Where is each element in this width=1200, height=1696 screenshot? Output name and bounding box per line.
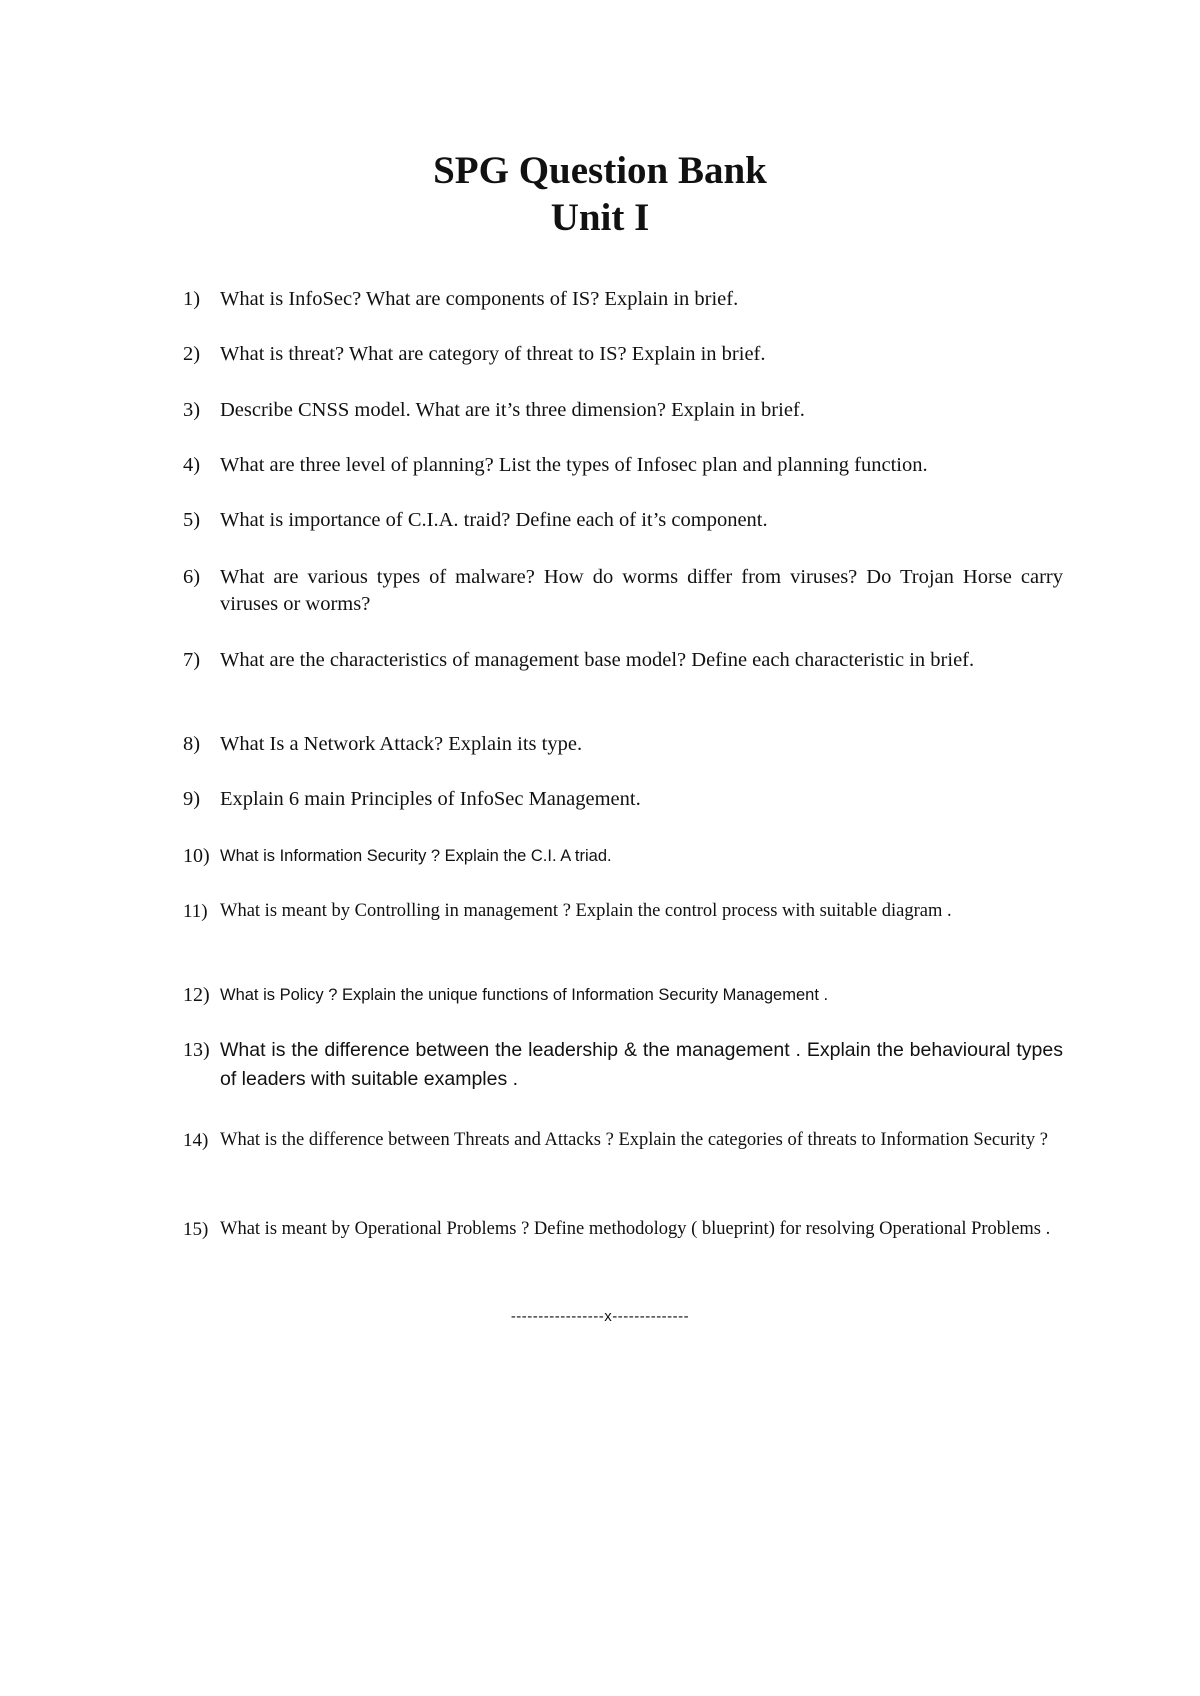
question-number: 13) (183, 1039, 210, 1061)
question-number: 4) (183, 454, 201, 476)
question-item (183, 397, 1063, 424)
question-item (183, 843, 1063, 870)
question-text: What is the difference between the leadership & the management . Explain the behavioural types of leaders with suitable examples . (220, 1039, 1063, 1090)
question-number: 9) (183, 788, 201, 810)
question-text: What Is a Network Attack? Explain its type. (220, 733, 583, 755)
question-text: What is meant by Operational Problems ? Define methodology ( blueprint) for resolving Operational Problems . (220, 1219, 1051, 1239)
question-text: What is threat? What are category of threat to IS? Explain in brief. (220, 343, 766, 365)
question-item (183, 731, 1063, 758)
question-number: 7) (183, 649, 201, 671)
question-text: Describe CNSS model. What are it’s three dimension? Explain in brief. (220, 399, 805, 421)
question-text: What are the characteristics of management base model? Define each characteristic in brief. (220, 649, 975, 671)
question-item (183, 564, 1063, 618)
question-text: What is importance of C.I.A. traid? Define each of it’s component. (220, 509, 768, 531)
question-number: 3) (183, 399, 201, 421)
question-text: Explain 6 main Principles of InfoSec Management. (220, 788, 641, 810)
question-number: 1) (183, 288, 201, 310)
question-item (183, 1127, 1063, 1154)
question-item (183, 1036, 1063, 1094)
question-text: What is InfoSec? What are components of IS? Explain in brief. (220, 288, 739, 310)
question-number: 6) (183, 566, 201, 588)
question-item (183, 647, 1063, 674)
question-number: 2) (183, 343, 201, 365)
question-number: 10) (183, 845, 210, 867)
end-divider: -----------------x-------------- (510, 1308, 690, 1325)
unit-heading: Unit I (550, 196, 650, 239)
question-number: 12) (183, 984, 210, 1006)
question-item (183, 786, 1063, 813)
question-item (183, 341, 1063, 368)
question-text: What is the difference between Threats and Attacks ? Explain the categories of threats to Information Security ? (220, 1130, 1048, 1150)
question-number: 15) (183, 1219, 209, 1240)
question-number: 14) (183, 1130, 209, 1151)
question-text: What are various types of malware? How do worms differ from viruses? Do Trojan Horse carry viruses or worms? (220, 566, 1063, 615)
question-item (183, 982, 1063, 1009)
question-item (183, 1209, 1063, 1250)
question-number: 11) (183, 901, 208, 922)
question-item (183, 286, 1063, 313)
question-text: What is meant by Controlling in management ? Explain the control process with suitable diagram . (220, 901, 952, 921)
question-item (183, 452, 1063, 479)
question-number: 8) (183, 733, 201, 755)
question-text: What is Information Security ? Explain the C.I. A triad. (220, 847, 612, 865)
question-item (183, 898, 1063, 925)
question-item (183, 507, 1063, 534)
question-text: What are three level of planning? List the types of Infosec plan and planning function. (220, 454, 928, 476)
question-number: 5) (183, 509, 201, 531)
document-title: SPG Question Bank (433, 149, 767, 192)
question-text: What is Policy ? Explain the unique functions of Information Security Management . (220, 986, 829, 1004)
